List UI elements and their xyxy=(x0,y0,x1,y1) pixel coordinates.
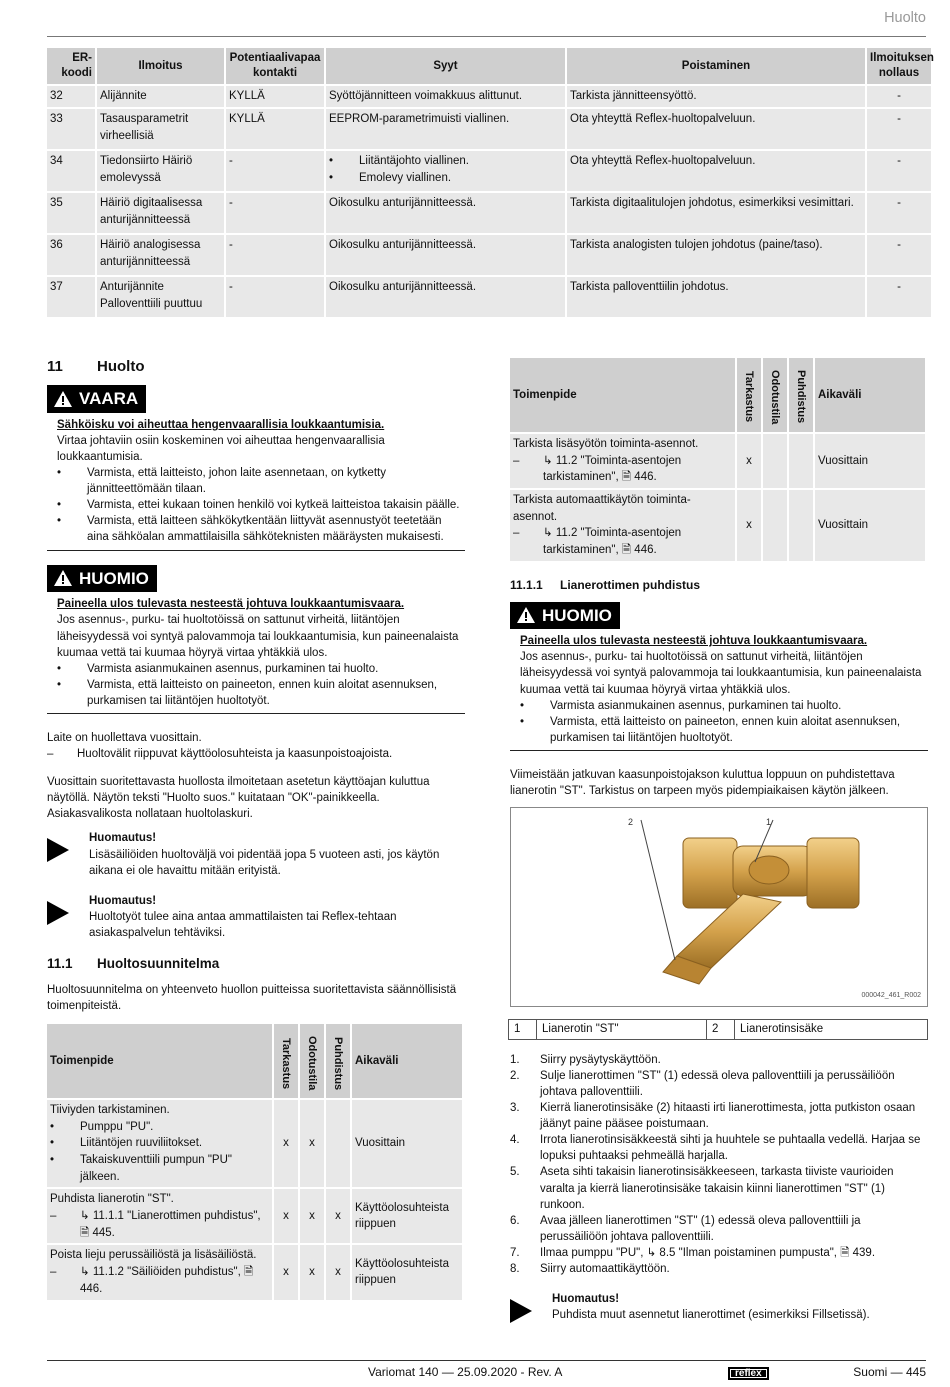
maintenance-para: Vuosittain suoritettavasta huollosta ilmoitetaan asetetun käyttöajan kuluttua näytöllä. Näytön teksti "Huolto suos." kuitataan "OK"-painikkeella. Asiakasvalikosta nollataan huoltolaskuri. xyxy=(47,776,430,821)
error-table-header xyxy=(47,48,931,84)
warning-triangle-icon xyxy=(53,390,73,408)
cause-cell: Oikosulku anturijännitteessä. xyxy=(326,277,565,317)
error-code: 36 xyxy=(47,235,95,275)
standby-mark xyxy=(763,434,787,488)
strainer-intro: Viimeistään jatkuvan kaasunpoistojakson kuluttua loppuun on puhdistettava lianerotin "ST". Tarkistus on tarpeen myös pidempiaikaisen käytön jälkeen. xyxy=(510,768,895,798)
footer-rule xyxy=(47,1360,926,1361)
contact-cell: KYLLÄ xyxy=(226,109,324,149)
error-code: 35 xyxy=(47,193,95,233)
reset-cell: - xyxy=(867,86,931,107)
remedy-cell: Tarkista digitaalitulojen johdotus, esimerkiksi vesimittari. xyxy=(567,193,865,233)
col-header: Aikaväli xyxy=(815,358,925,432)
figure-legend xyxy=(508,1019,928,1040)
list-item: 6. Avaa jälleen lianerottimen "ST" (1) edessä oleva palloventtiili ja perussäiliöön johtava palloventtiili. xyxy=(510,1214,861,1243)
cause-cell xyxy=(326,151,565,191)
warning-title: Sähköisku voi aiheuttaa hengenvaarallisia loukkaantumisia. xyxy=(57,418,385,431)
reset-cell: - xyxy=(867,235,931,275)
section-heading: 11 Huolto xyxy=(47,358,145,375)
note-block: Huomautus! Lisäsäiliöiden huoltoväljä voi pidentää jopa 5 vuoteen asti, jos käytön aikana ei ole havaittu mitään erityistä. xyxy=(47,830,465,878)
col-header: Aikaväli xyxy=(352,1024,462,1098)
list-item: 3. Kierrä lianerotinsisäke (2) hitaasti irti lianerottimesta, jotta putkiston osaan jäänyt paine pääsee poistumaan. xyxy=(510,1102,916,1131)
list-item: 8. Siirry automaattikäyttöön. xyxy=(510,1263,670,1276)
warning-triangle-icon xyxy=(53,569,73,587)
footer-page: Suomi — 445 xyxy=(853,1365,926,1379)
col-header: ER-koodi xyxy=(47,48,95,84)
error-code: 33 xyxy=(47,109,95,149)
note-arrow-icon xyxy=(47,838,69,862)
col-header: Potentiaalivapaa kontakti xyxy=(226,48,324,84)
cause-cell: EEPROM-parametrimuisti viallinen. xyxy=(326,109,565,149)
running-header: Huolto xyxy=(884,10,926,26)
clean-mark: x xyxy=(326,1245,350,1299)
caution-badge: HUOMIO xyxy=(510,602,620,630)
task-cell: Puhdista lianerotin "ST". – ↳ 11.1.1 "Lianerottimen puhdistus", 🗎 445. xyxy=(47,1189,272,1243)
check-mark: x xyxy=(274,1189,298,1243)
interval-cell: Vuosittain xyxy=(352,1100,462,1187)
warning-bullet: • Varmista, että laitteen sähkökytkentään liittyvät asennustyöt teetetään aina sähköalan ammattilaisilla sähköteknisten määräysten mukaisesti. xyxy=(57,515,444,544)
table-row xyxy=(47,235,931,275)
clean-mark xyxy=(326,1100,350,1187)
brand-logo: reflex xyxy=(728,1364,769,1381)
strainer-figure xyxy=(510,807,928,1007)
error-message: Häiriö digitaalisessa anturijännitteessä xyxy=(97,193,224,233)
cause-bullet: • Liitäntäjohto viallinen. xyxy=(329,155,469,167)
warning-bullet: • Varmista, ettei kukaan toinen henkilö voi kytkeä laitteistoa takaisin päälle. xyxy=(57,499,460,512)
check-mark: x xyxy=(737,490,761,561)
cause-cell: Oikosulku anturijännitteessä. xyxy=(326,235,565,275)
interval-cell: Vuosittain xyxy=(815,490,925,561)
table-row xyxy=(47,1100,462,1187)
note-arrow-icon xyxy=(47,901,69,925)
warning-text: Jos asennus-, purku- tai huoltotöissä on sattunut virheitä, liitäntöjen läheisyydessä voi syntyä palovammoja tai loukkaantumisia, kun paineenalaista kuumaa vettä tai kuumaa höyryä virtaa yhtäkkiä ulos. xyxy=(57,614,459,659)
warning-text: Jos asennus-, purku- tai huoltotöissä on sattunut virheitä, liitäntöjen läheisyydessä voi syntyä palovammoja tai loukkaantumisia, kun paineenalaista kuumaa vettä tai kuumaa höyryä virtaa yhtäkkiä ulos. xyxy=(520,651,922,696)
col-header: Tarkastus xyxy=(274,1024,298,1098)
warning-title: Paineella ulos tulevasta nesteestä johtuva loukkaantumisvaara. xyxy=(57,598,405,611)
right-column xyxy=(510,356,928,1342)
reset-cell: - xyxy=(867,193,931,233)
caution-badge: HUOMIO xyxy=(47,565,157,593)
list-item: 5. Aseta sihti takaisin lianerotinsisäkkeeseen, tarkasta tiiviste vaurioiden varalta ja kierrä lianerotinsisäke takaisin kiinni lianerottimen "ST" (1) runkoon. xyxy=(510,1166,894,1211)
danger-warning xyxy=(47,385,465,551)
contact-cell: - xyxy=(226,193,324,233)
error-message: Häiriö analogisessa anturijännitteessä xyxy=(97,235,224,275)
subsection-heading: 11.1 Huoltosuunnitelma xyxy=(47,956,220,972)
error-code-table xyxy=(45,46,933,319)
clean-mark xyxy=(789,434,813,488)
warning-bullet: • Varmista, että laitteisto on paineeton, ennen kuin aloitat asennuksen, purkamisen tai liitäntöjen huoltotyöt. xyxy=(520,715,901,744)
reset-cell: - xyxy=(867,109,931,149)
task-cell: Tiiviyden tarkistaminen. • Pumppu "PU". • Liitäntöjen ruuviliitokset. • Takaiskuventtiili pumpun "PU" jälkeen. xyxy=(47,1100,272,1187)
cause-cell: Oikosulku anturijännitteessä. xyxy=(326,193,565,233)
table-row xyxy=(47,109,931,149)
contact-cell: - xyxy=(226,151,324,191)
cleaning-steps xyxy=(510,1052,928,1277)
interval-cell: Vuosittain xyxy=(815,434,925,488)
reset-cell: - xyxy=(867,151,931,191)
remedy-cell: Tarkista jännitteensyöttö. xyxy=(567,86,865,107)
col-header: Odotustila xyxy=(300,1024,324,1098)
task-cell: Tarkista automaattikäytön toiminta-asennot. – ↳ 11.2 "Toiminta-asentojen tarkistaminen", 🗎 446. xyxy=(510,490,735,561)
check-mark: x xyxy=(274,1245,298,1299)
task-cell: Tarkista lisäsyötön toiminta-asennot. – ↳ 11.2 "Toiminta-asentojen tarkistaminen", 🗎 446. xyxy=(510,434,735,488)
cause-cell: Syöttöjännitteen voimakkuus alittunut. xyxy=(326,86,565,107)
table-row xyxy=(47,1189,462,1243)
standby-mark: x xyxy=(300,1100,324,1187)
col-header: Tarkastus xyxy=(737,358,761,432)
remedy-cell: Tarkista palloventtiilin johdotus. xyxy=(567,277,865,317)
footer-doc: Variomat 140 — 25.09.2020 - Rev. A xyxy=(368,1365,563,1379)
figure-label: 1 xyxy=(766,817,772,828)
col-header: Odotustila xyxy=(763,358,787,432)
error-message: Tasausparametrit virheellisiä xyxy=(97,109,224,149)
list-item: 4. Irrota lianerotinsisäkkeestä sihti ja huuhtele se puhtaalla vedellä. Harjaa se lopuksi puhtaaksi pehmeällä harjalla. xyxy=(510,1134,921,1163)
error-message: Tiedonsiirto Häiriö emolevyssä xyxy=(97,151,224,191)
maintenance-plan-table xyxy=(45,1022,464,1301)
error-message: Alijännite xyxy=(97,86,224,107)
table-row xyxy=(47,151,931,191)
warning-text: Virtaa johtaviin osiin koskeminen voi aiheuttaa hengenvaarallisia loukkaantumisia. xyxy=(57,434,385,463)
interval-cell: Käyttöolosuhteista riippuen xyxy=(352,1189,462,1243)
contact-cell: - xyxy=(226,277,324,317)
col-header: Puhdistus xyxy=(326,1024,350,1098)
col-header: Ilmoituksen nollaus xyxy=(867,48,931,84)
legend-text: Lianerotin "ST" xyxy=(537,1020,707,1040)
legend-num: 2 xyxy=(707,1020,735,1040)
left-column xyxy=(47,356,465,1302)
task-cell: Poista lieju perussäiliöstä ja lisäsäiliöstä. – ↳ 11.1.2 "Säiliöiden puhdistus", 🗎 446. xyxy=(47,1245,272,1299)
legend-text: Lianerotinsisäke xyxy=(735,1020,928,1040)
warning-title: Paineella ulos tulevasta nesteestä johtuva loukkaantumisvaara. xyxy=(520,635,868,648)
standby-mark: x xyxy=(300,1189,324,1243)
remedy-cell: Ota yhteyttä Reflex-huoltopalveluun. xyxy=(567,109,865,149)
table-row xyxy=(47,1245,462,1299)
caution-warning xyxy=(47,565,465,714)
col-header: Syyt xyxy=(326,48,565,84)
note-arrow-icon xyxy=(510,1299,532,1323)
contact-cell: - xyxy=(226,235,324,275)
legend-num: 1 xyxy=(509,1020,537,1040)
caution-warning xyxy=(510,602,928,751)
interval-cell: Käyttöolosuhteista riippuen xyxy=(352,1245,462,1299)
table-row xyxy=(47,86,931,107)
table-row xyxy=(510,490,925,561)
figure-label: 2 xyxy=(628,817,634,828)
remedy-cell: Ota yhteyttä Reflex-huoltopalveluun. xyxy=(567,151,865,191)
cause-bullet: • Emolevy viallinen. xyxy=(329,171,452,184)
remedy-cell: Tarkista analogisten tulojen johdotus (paine/taso). xyxy=(567,235,865,275)
table-row xyxy=(510,434,925,488)
table-row xyxy=(47,193,931,233)
maintenance-plan-table-continued xyxy=(508,356,927,563)
col-header: Puhdistus xyxy=(789,358,813,432)
contact-cell: KYLLÄ xyxy=(226,86,324,107)
col-header: Toimenpide xyxy=(47,1024,272,1098)
warning-bullet: • Varmista, että laitteisto on paineeton, ennen kuin aloitat asennuksen, purkamisen tai liitäntöjen huoltotyöt. xyxy=(57,678,438,707)
reset-cell: - xyxy=(867,277,931,317)
plan-intro: Huoltosuunnitelma on yhteenveto huollon puitteissa suoritettavista säännöllisistä toimenpiteistä. xyxy=(47,983,457,1013)
col-header: Ilmoitus xyxy=(97,48,224,84)
error-message: Anturijännite Palloventtiili puuttuu xyxy=(97,277,224,317)
error-code: 37 xyxy=(47,277,95,317)
check-mark: x xyxy=(274,1100,298,1187)
error-code: 32 xyxy=(47,86,95,107)
list-item: 1. Siirry pysäytyskäyttöön. xyxy=(510,1053,661,1066)
clean-mark: x xyxy=(326,1189,350,1243)
list-item: 2. Sulje lianerottimen "ST" (1) edessä oleva palloventtiili ja perussäiliöön johtava palloventtiili. xyxy=(510,1069,895,1098)
figure-code: 000042_461_R002 xyxy=(861,992,921,1000)
dirt-trap-illustration xyxy=(511,808,927,1006)
subsection-heading: 11.1.1 Lianerottimen puhdistus xyxy=(510,577,701,592)
standby-mark: x xyxy=(300,1245,324,1299)
warning-bullet: • Varmista asianmukainen asennus, purkaminen tai huolto. xyxy=(520,699,842,712)
maintenance-para: Laite on huollettava vuosittain. – Huoltovälit riippuvat käyttöolosuhteista ja kaasunpoistoajoista. xyxy=(47,732,393,761)
warning-bullet: • Varmista asianmukainen asennus, purkaminen tai huolto. xyxy=(57,662,379,675)
clean-mark xyxy=(789,490,813,561)
list-item: 7. Ilmaa pumppu "PU", ↳ 8.5 "Ilman poistaminen pumpusta", 🗎 439. xyxy=(510,1246,876,1259)
error-code: 34 xyxy=(47,151,95,191)
col-header: Toimenpide xyxy=(510,358,735,432)
col-header: Poistaminen xyxy=(567,48,865,84)
note-block: Huomautus! Puhdista muut asennetut lianerottimet (esimerkiksi Fillsetissä). xyxy=(510,1291,928,1328)
note-block: Huomautus! Huoltotyöt tulee aina antaa ammattilaisten tai Reflex-tehtaan asiakaspalvelun tehtäviksi. xyxy=(47,893,465,941)
warning-bullet: • Varmista, että laitteisto, johon laite asennetaan, on kytketty jännitteettömään tilaan. xyxy=(57,467,386,496)
check-mark: x xyxy=(737,434,761,488)
danger-badge: VAARA xyxy=(47,385,146,413)
header-rule xyxy=(47,36,926,37)
warning-triangle-icon xyxy=(516,606,536,624)
standby-mark xyxy=(763,490,787,561)
table-row xyxy=(47,277,931,317)
